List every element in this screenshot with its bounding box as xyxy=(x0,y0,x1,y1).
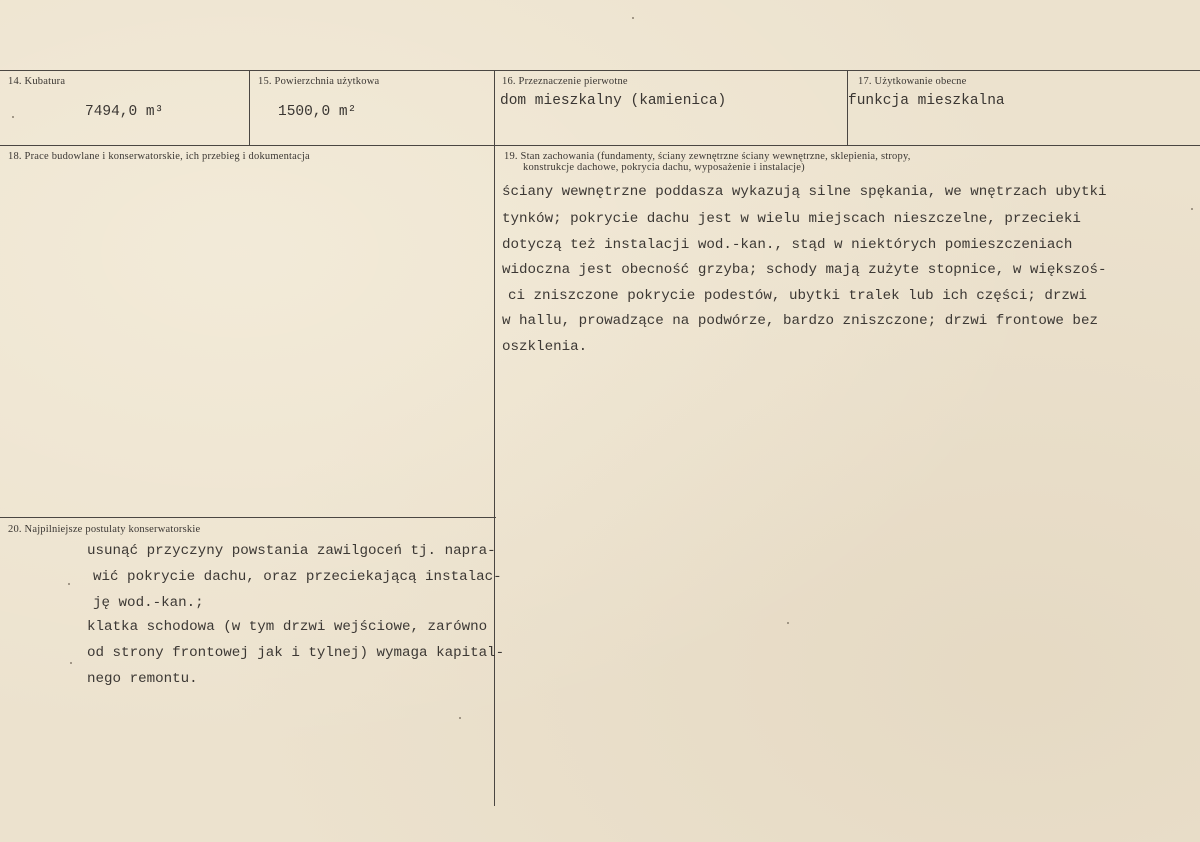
postulaty-line: usunąć przyczyny powstania zawilgoceń tj. napra- xyxy=(87,543,496,559)
row-divider-2 xyxy=(0,517,496,518)
stan-zachowania-line: w hallu, prowadzące na podwórze, bardzo zniszczone; drzwi frontowe bez xyxy=(502,313,1098,329)
stan-zachowania-line: ci zniszczone pokrycie podestów, ubytki tralek lub ich części; drzwi xyxy=(508,288,1087,304)
field-label-stan-zachowania: 19. Stan zachowania (fundamenty, ściany zewnętrzne ściany wewnętrzne, sklepienia, stropy, xyxy=(504,151,911,162)
field-value-uzytkowanie: funkcja mieszkalna xyxy=(848,93,1005,109)
row-divider-1 xyxy=(0,145,1200,146)
paper-speck xyxy=(12,116,14,118)
paper-speck xyxy=(632,17,634,19)
stan-zachowania-line: tynków; pokrycie dachu jest w wielu miejscach nieszczelne, przecieki xyxy=(502,211,1081,227)
field-value-przeznaczenie: dom mieszkalny (kamienica) xyxy=(500,93,727,109)
stan-zachowania-line: oszklenia. xyxy=(502,339,588,355)
postulaty-line: nego remontu. xyxy=(87,671,198,687)
field-label-przeznaczenie: 16. Przeznaczenie pierwotne xyxy=(502,76,628,87)
stan-zachowania-line: ściany wewnętrzne poddasza wykazują silne spękania, we wnętrzach ubytki xyxy=(502,184,1107,200)
postulaty-line: od strony frontowej jak i tylnej) wymaga kapital- xyxy=(87,645,505,661)
field-value-powierzchnia: 1500,0 m² xyxy=(278,104,357,120)
field-value-kubatura: 7494,0 m³ xyxy=(85,104,164,120)
paper-speck xyxy=(787,622,789,624)
postulaty-line: ję wod.-kan.; xyxy=(93,595,204,611)
paper-speck xyxy=(1191,208,1193,210)
field-label-kubatura: 14. Kubatura xyxy=(8,76,66,87)
paper-speck xyxy=(459,717,461,719)
field-label-postulaty: 20. Najpilniejsze postulaty konserwatorskie xyxy=(8,524,201,535)
paper-speck xyxy=(70,662,72,664)
field-label-stan-zachowania-cont: konstrukcje dachowe, pokrycia dachu, wyposażenie i instalacje) xyxy=(523,162,805,173)
column-divider-a xyxy=(249,70,250,145)
stan-zachowania-line: dotyczą też instalacji wod.-kan., stąd w niektórych pomieszczeniach xyxy=(502,237,1073,253)
column-divider-b xyxy=(494,70,495,806)
stan-zachowania-line: widoczna jest obecność grzyba; schody mają zużyte stopnice, w większoś- xyxy=(502,262,1107,278)
field-label-uzytkowanie: 17. Użytkowanie obecne xyxy=(858,76,967,87)
top-rule xyxy=(0,70,1200,71)
postulaty-line: wić pokrycie dachu, oraz przeciekającą instalac- xyxy=(93,569,502,585)
field-label-prace-budowlane: 18. Prace budowlane i konserwatorskie, ich przebieg i dokumentacja xyxy=(8,151,310,162)
postulaty-line: klatka schodowa (w tym drzwi wejściowe, zarówno xyxy=(87,619,488,635)
field-label-powierzchnia: 15. Powierzchnia użytkowa xyxy=(258,76,380,87)
paper-speck xyxy=(68,583,70,585)
